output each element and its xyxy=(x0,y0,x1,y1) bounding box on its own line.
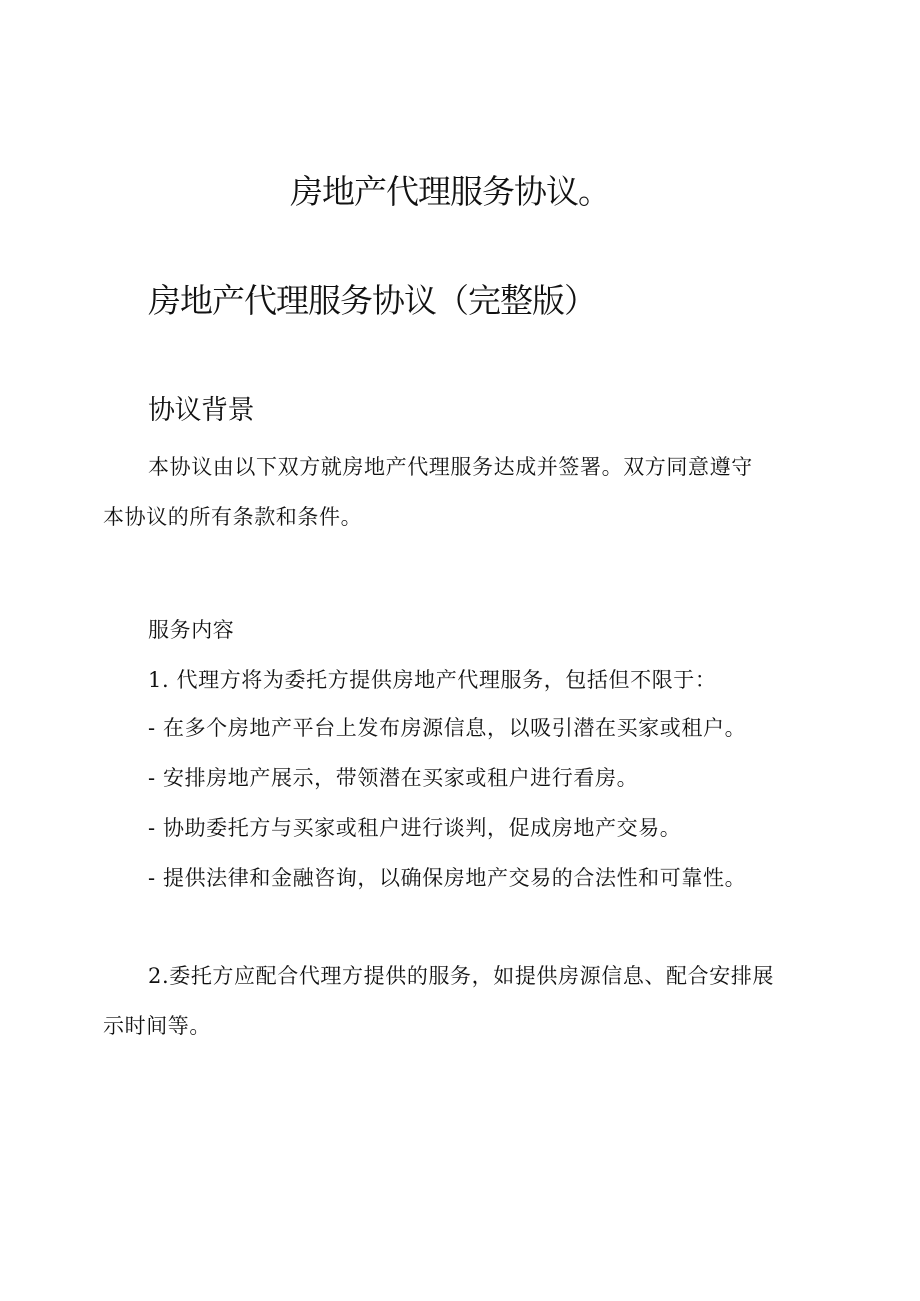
background-paragraph-line: 本协议由以下双方就房地产代理服务达成并签署。双方同意遵守 xyxy=(148,455,753,479)
document-title: 房地产代理服务协议。 xyxy=(290,172,610,211)
background-paragraph-line: 本协议的所有条款和条件。 xyxy=(103,505,363,529)
service-item: 2.委托方应配合代理方提供的服务，如提供房源信息、配合安排展 xyxy=(148,964,775,988)
document-subtitle: 房地产代理服务协议（完整版） xyxy=(148,281,596,320)
background-heading: 协议背景 xyxy=(148,395,254,426)
service-bullet: - 协助委托方与买家或租户进行谈判，促成房地产交易。 xyxy=(148,816,682,840)
services-heading: 服务内容 xyxy=(148,618,235,642)
service-bullet: - 提供法律和金融咨询，以确保房地产交易的合法性和可靠性。 xyxy=(148,866,747,890)
service-item: 1. 代理方将为委托方提供房地产代理服务，包括但不限于： xyxy=(148,668,717,692)
service-bullet: - 安排房地产展示，带领潜在买家或租户进行看房。 xyxy=(148,766,639,790)
service-item-continuation: 示时间等。 xyxy=(103,1014,211,1038)
service-bullet: - 在多个房地产平台上发布房源信息，以吸引潜在买家或租户。 xyxy=(148,716,747,740)
